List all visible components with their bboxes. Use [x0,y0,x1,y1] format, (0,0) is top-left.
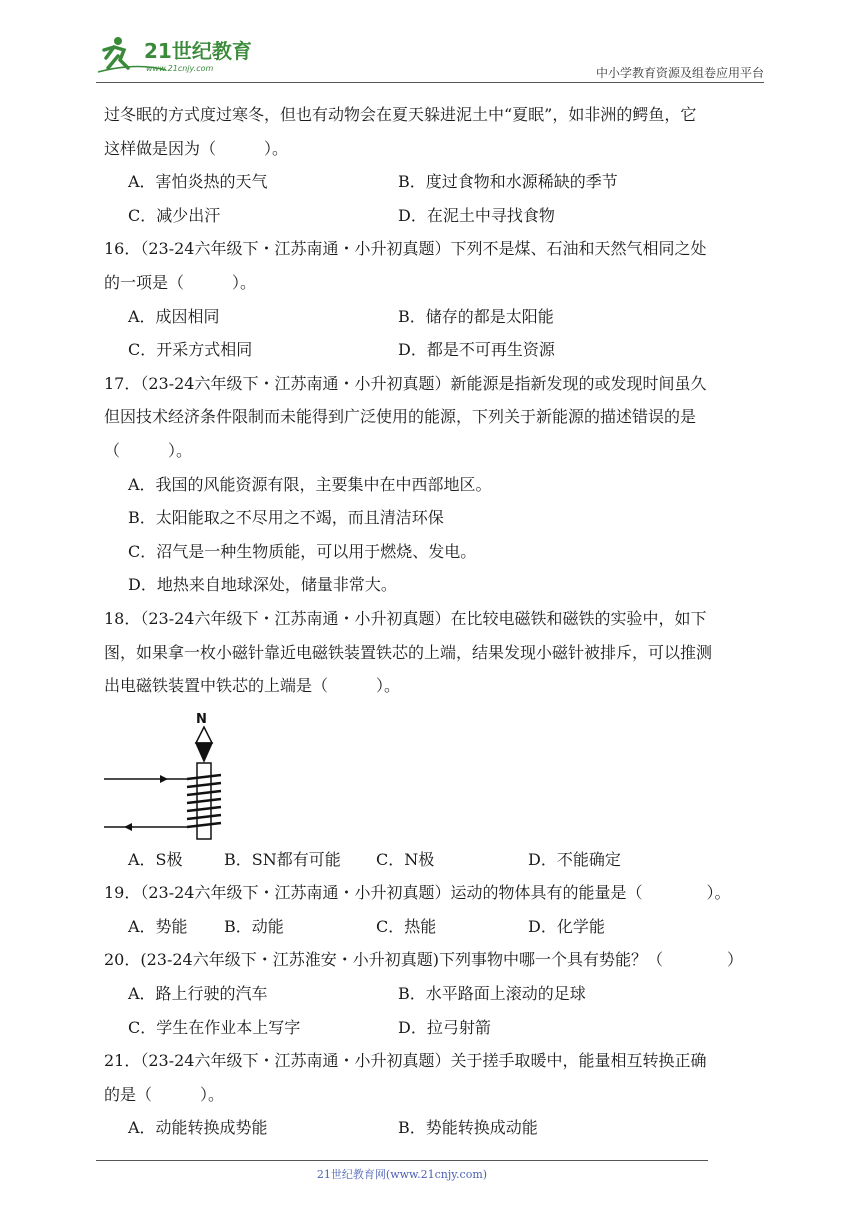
q17-text-line1: 17．（23-24六年级下・江苏南通・小升初真题）新能源是指新发现的或发现时间虽久 [104,373,707,393]
q19-option-b: B．动能 [224,916,284,936]
q17-text-line3: （ ）。 [104,440,193,460]
q18-option-b: B．SN都有可能 [224,849,341,869]
compass-n-label: N [196,711,207,727]
q21-option-a: A．动能转换成势能 [128,1118,268,1138]
q16-options-row2 [104,333,764,367]
q19-options [104,910,764,944]
q18-text-line1: 18．（23-24六年级下・江苏南通・小升初真题）在比较电磁铁和磁铁的实验中，如下 [104,608,707,628]
q16-option-b: B．储存的都是太阳能 [398,306,554,326]
q20-options-row1 [104,977,764,1011]
q21-text-line1: 21．（23-24六年级下・江苏南通・小升初真题）关于搓手取暖中，能量相互转换正确 [104,1051,707,1071]
page-header [96,28,764,80]
header-divider [96,82,764,83]
q21-options-row1 [104,1111,764,1145]
q15-text-line1: 过冬眠的方式度过寒冬，但也有动物会在夏天躲进泥土中“夏眠”，如非洲的鳄鱼，它 [104,105,697,124]
logo-url: www.21cnjy.com [146,64,214,73]
site-logo [96,32,266,76]
q18-options [104,843,764,877]
q20-options-row2 [104,1011,764,1045]
q17-text-line2: 但因技术经济条件限制而未能得到广泛使用的能源，下列关于新能源的描述错误的是 [104,407,697,427]
q18-option-d: D．不能确定 [528,849,621,869]
electromagnet-figure [104,703,764,843]
q16-options-row1 [104,300,764,334]
q17-option-d: D．地热来自地球深处，储量非常大。 [128,575,397,595]
q18-text-line3: 出电磁铁装置中铁芯的上端是（ ）。 [104,676,401,696]
q16-option-d: D．都是不可再生资源 [398,340,555,360]
footer-divider [96,1160,708,1161]
q21-option-b: B．势能转换成动能 [398,1118,538,1138]
logo-text: 21世纪教育 [144,39,252,63]
question-content [104,98,764,1145]
q15-text-line2: 这样做是因为（ ）。 [104,138,289,158]
electromagnet-icon [104,763,221,839]
q15-option-c: C．减少出汗 [128,205,221,225]
compass-needle-icon [196,727,212,761]
q15-options-row2 [104,199,764,233]
q18-option-c: C．N极 [376,849,435,869]
footer-text: 21世纪教育网(www.21cnjy.com) [316,1168,488,1181]
q19-option-c: C．热能 [376,916,437,936]
q16-option-c: C．开采方式相同 [128,340,253,360]
q20-text-line1: 20．(23-24六年级下・江苏淮安・小升初真题)下列事物中哪一个具有势能？（ ） [104,950,743,970]
q19-option-d: D．化学能 [528,916,605,936]
q20-option-c: C．学生在作业本上写字 [128,1017,301,1037]
q17-option-b: B．太阳能取之不尽用之不竭，而且清洁环保 [128,508,444,528]
q17-option-a: A．我国的风能资源有限，主要集中在中西部地区。 [128,474,492,494]
q20-option-a: A．路上行驶的汽车 [128,984,268,1004]
q19-option-a: A．势能 [128,916,188,936]
q15-option-a: A．害怕炎热的天气 [128,172,268,192]
q15-option-d: D．在泥土中寻找食物 [398,205,555,225]
platform-name: 中小学教育资源及组卷应用平台 [595,66,764,80]
q19-text-line1: 19．（23-24六年级下・江苏南通・小升初真题）运动的物体具有的能量是（ ）。 [104,883,731,903]
q16-option-a: A．成因相同 [128,306,220,326]
q16-text-line1: 16．（23-24六年级下・江苏南通・小升初真题）下列不是煤、石油和天然气相同之处 [104,239,707,259]
q20-option-d: D．拉弓射箭 [398,1017,491,1037]
q20-option-b: B．水平路面上滚动的足球 [398,984,586,1004]
q15-options-row1 [104,165,764,199]
q18-option-a: A．S极 [128,849,183,869]
q18-text-line2: 图，如果拿一枚小磁针靠近电磁铁装置铁芯的上端，结果发现小磁针被排斥，可以推测 [104,642,713,662]
q17-option-c: C．沼气是一种生物质能，可以用于燃烧、发电。 [128,541,477,561]
q21-text-line2: 的是（ ）。 [104,1084,225,1104]
q15-option-b: B．度过食物和水源稀缺的季节 [398,172,618,192]
q16-text-line2: 的一项是（ ）。 [104,272,257,292]
